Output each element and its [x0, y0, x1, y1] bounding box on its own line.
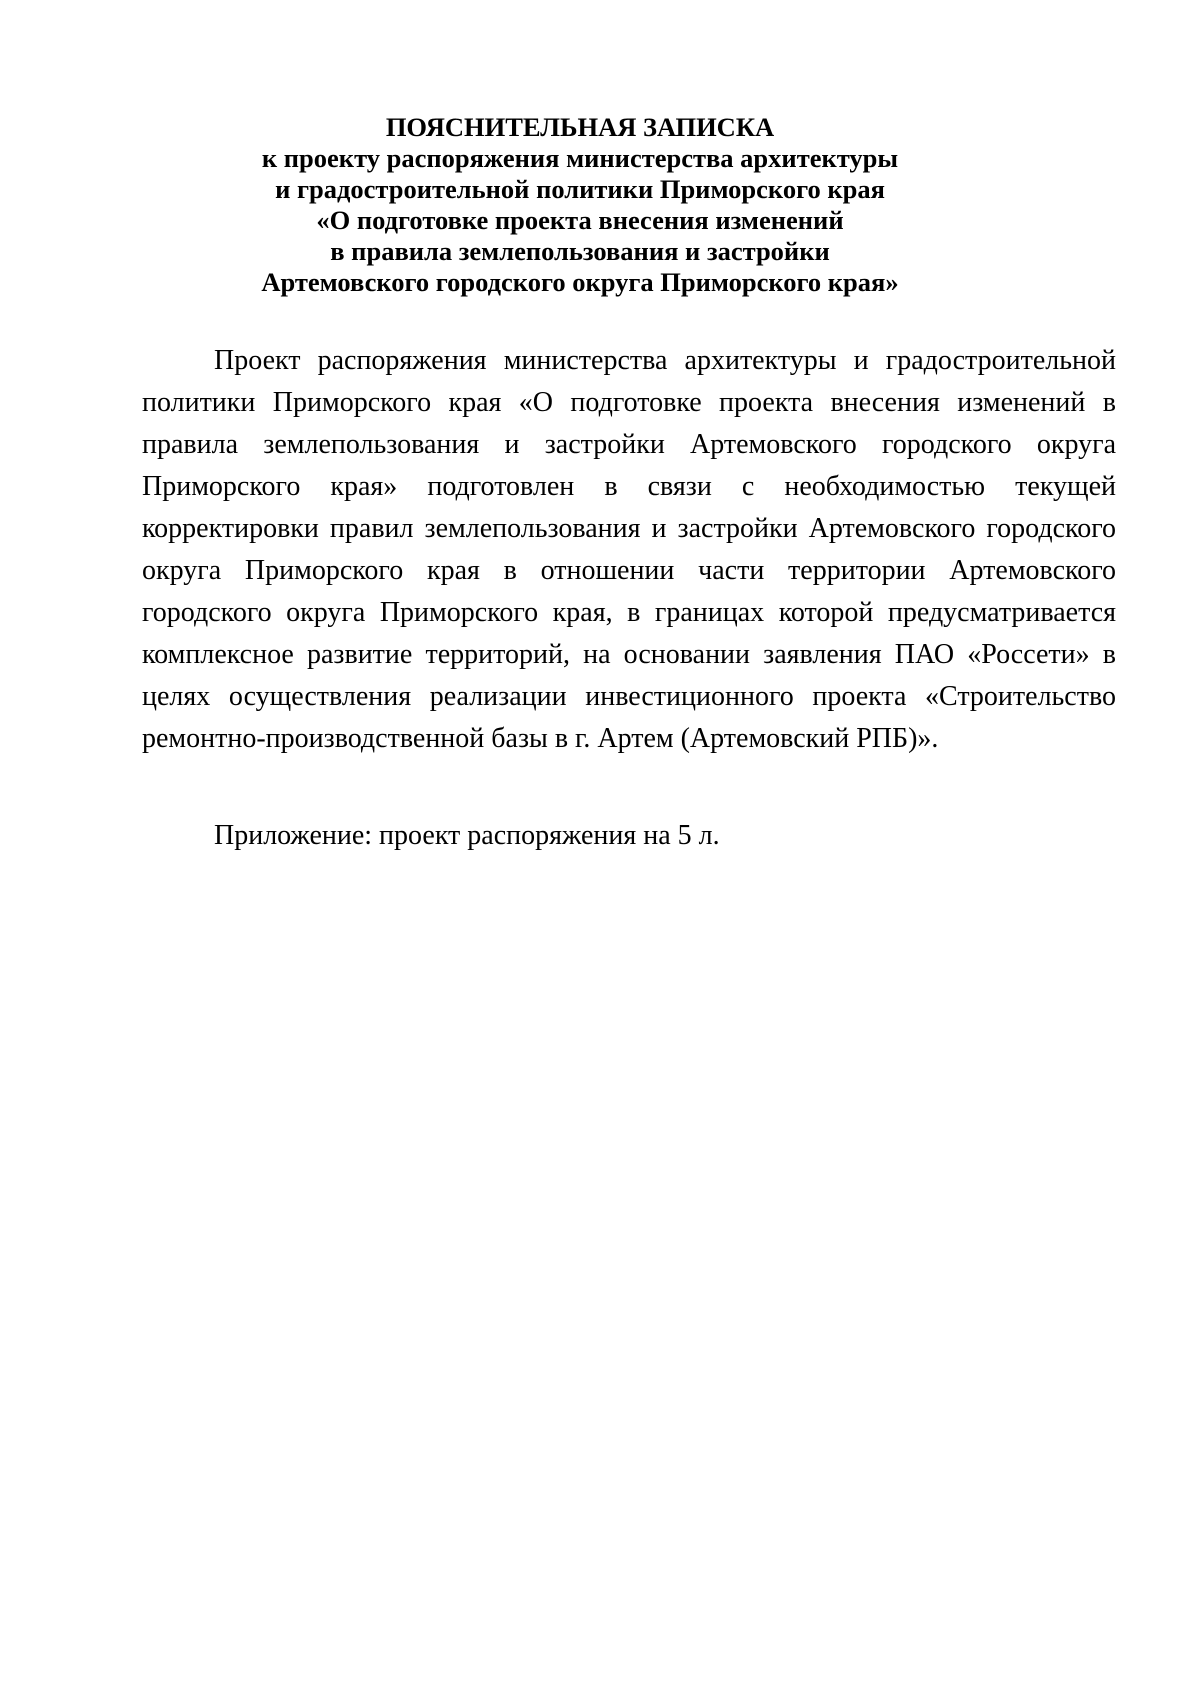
- appendix-note: Приложение: проект распоряжения на 5 л.: [214, 820, 720, 851]
- title-line: «О подготовке проекта внесения изменений: [316, 205, 844, 235]
- document-title: [130, 112, 1030, 298]
- title-line: Артемовского городского округа Приморского края»: [261, 267, 899, 297]
- body-paragraph: Проект распоряжения министерства архитектуры и градостроительной политики Приморского края «О подготовке проекта внесения изменений в правила землепользования и застройки Артемовского городского округа Приморского края» подготовлен в связи с необходимостью текущей корректировки правил землепользования и застройки Артемовского городского округа Приморского края в отношении части территории Артемовского городского округа Приморского края, в границах которой предусматривается комплексное развитие территорий, на основании заявления ПАО «Россети» в целях осуществления реализации инвестиционного проекта «Строительство ремонтно-производственной базы в г. Артем (Артемовский РПБ)».: [142, 345, 1116, 754]
- title-line: и градостроительной политики Приморского края: [275, 174, 885, 204]
- title-line: ПОЯСНИТЕЛЬНАЯ ЗАПИСКА: [385, 112, 775, 142]
- title-line: в правила землепользования и застройки: [330, 236, 830, 266]
- title-line: к проекту распоряжения министерства архитектуры: [261, 143, 899, 173]
